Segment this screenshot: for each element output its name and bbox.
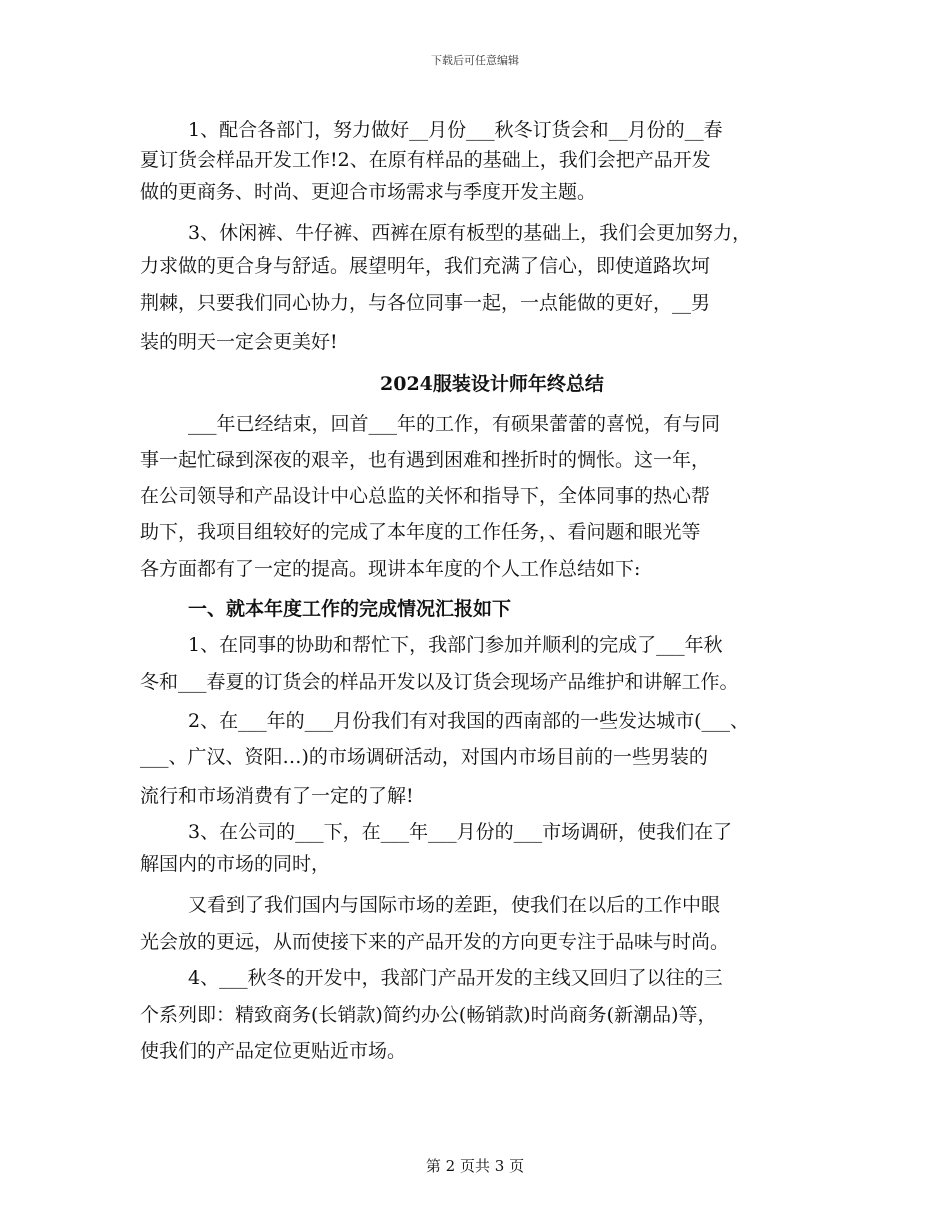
paragraph-line: 解国内的市场的同时， xyxy=(140,853,331,875)
paragraph-line: 3、休闲裤、牛仔裤、西裤在原有板型的基础上，我们会更加努力， xyxy=(188,222,752,244)
paragraph-line: 夏订货会样品开发工作!2、在原有样品的基础上，我们会把产品开发 xyxy=(140,149,711,171)
paragraph-line: 光会放的更远，从而使接下来的产品开发的方向更专注于品味与时尚。 xyxy=(140,931,730,953)
paragraph-line: 个系列即：精致商务(长销款)简约办公(畅销款)时尚商务(新潮品)等， xyxy=(140,1004,717,1026)
paragraph-line: 流行和市场消费有了一定的了解! xyxy=(140,785,414,807)
document-title: 2024服装设计师年终总结 xyxy=(380,373,604,395)
paragraph-line: 力求做的更合身与舒适。展望明年，我们充满了信心，即使道路坎坷 xyxy=(140,255,711,277)
paragraph-line: 3、在公司的___下，在___年___月份的___市场调研，使我们在了 xyxy=(188,821,733,843)
paragraph-line: 各方面都有了一定的提高。现讲本年度的个人工作总结如下: xyxy=(140,558,641,580)
page-number-footer: 第 2 页共 3 页 xyxy=(425,1157,525,1175)
paragraph-line: 事一起忙碌到深夜的艰辛，也有遇到困难和挫折时的惆怅。这一年， xyxy=(140,449,711,471)
paragraph-line: ___、广汉、资阳…)的市场调研活动，对国内市场目前的一些男装的 xyxy=(140,746,708,768)
section-heading: 一、就本年度工作的完成情况汇报如下 xyxy=(188,598,512,620)
paragraph-line: 又看到了我们国内与国际市场的差距，使我们在以后的工作中眼 xyxy=(188,894,721,916)
paragraph-line: ___年已经结束，回首___年的工作，有硕果蕾蕾的喜悦，有与同 xyxy=(188,413,721,435)
paragraph-line: 在公司领导和产品设计中心总监的关怀和指导下，全体同事的热心帮 xyxy=(140,485,711,507)
paragraph-line: 1、在同事的协助和帮忙下，我部门参加并顺利的完成了___年秋 xyxy=(188,634,723,656)
paragraph-line: 4、___秋冬的开发中，我部门产品开发的主线又回归了以往的三 xyxy=(188,967,723,989)
paragraph-line: 荆棘，只要我们同心协力，与各位同事一起，一点能做的更好，__男 xyxy=(140,292,711,314)
paragraph-line: 助下，我项目组较好的完成了本年度的工作任务，、看问题和眼光等 xyxy=(140,521,701,543)
paragraph-line: 冬和___春夏的订货会的样品开发以及订货会现场产品维护和讲解工作。 xyxy=(140,671,739,693)
page-header-note: 下载后可任意编辑 xyxy=(431,54,519,67)
paragraph-line: 1、配合各部门，努力做好__月份___秋冬订货会和__月份的__春 xyxy=(188,119,723,141)
paragraph-line: 装的明天一定会更美好! xyxy=(140,331,338,353)
paragraph-line: 2、在___年的___月份我们有对我国的西南部的一些发达城市(___、 xyxy=(188,710,750,732)
paragraph-line: 做的更商务、时尚、更迎合市场需求与季度开发主题。 xyxy=(140,181,597,203)
paragraph-line: 使我们的产品定位更贴近市场。 xyxy=(140,1040,407,1062)
